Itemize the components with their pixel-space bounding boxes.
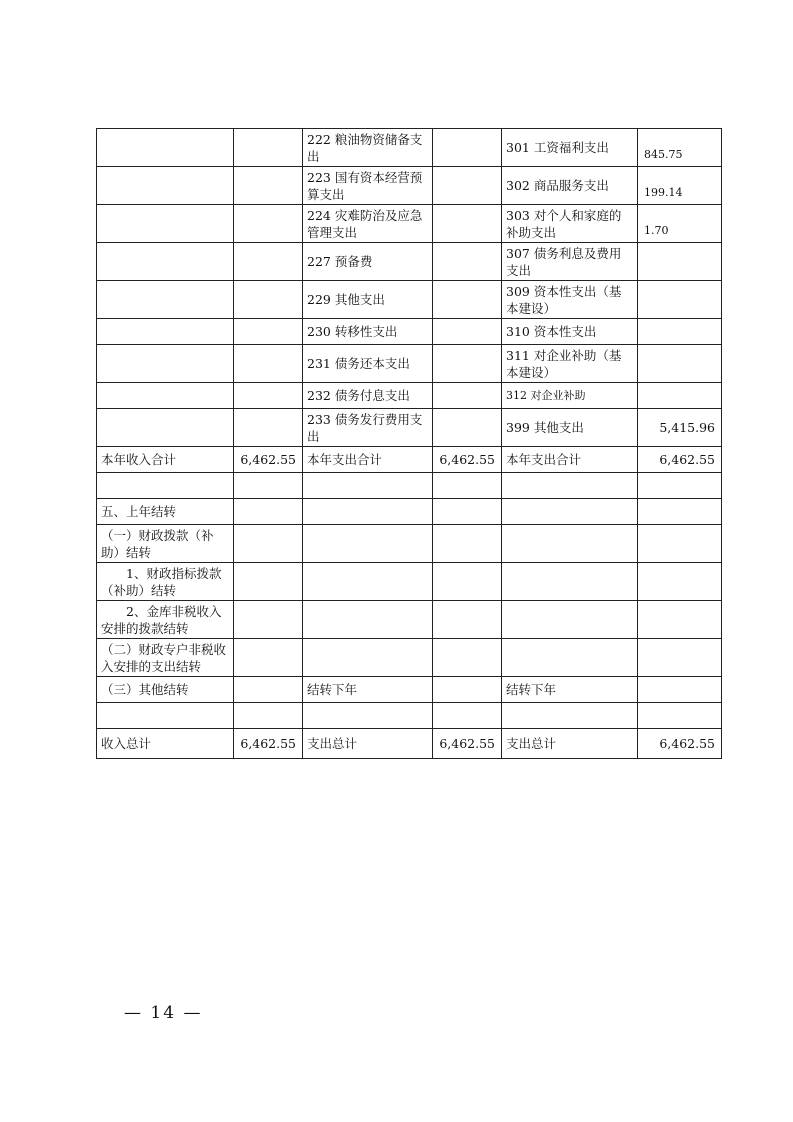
table-cell: 222 粮油物资储备支出 [303,129,433,167]
table-cell: 301 工资福利支出 [502,129,638,167]
table-row [97,525,722,563]
table-cell [97,167,234,205]
table-cell: 6,462.55 [638,447,722,473]
table-row [97,167,722,205]
table-cell [433,677,502,703]
table-cell [234,383,303,409]
table-cell: 6,462.55 [433,729,502,759]
table-cell: 本年支出合计 [502,447,638,473]
table-cell [638,243,722,281]
table-cell: （三）其他结转 [97,677,234,703]
table-cell: 支出总计 [303,729,433,759]
table-cell [433,345,502,383]
table-cell [433,563,502,601]
table-cell [234,281,303,319]
table-cell: 支出总计 [502,729,638,759]
table-cell: 845.75 [638,129,722,167]
table-row [97,281,722,319]
table-cell [433,601,502,639]
table-cell [502,473,638,499]
table-cell: 6,462.55 [234,447,303,473]
table-cell [303,703,433,729]
table-row [97,703,722,729]
table-cell: 310 资本性支出 [502,319,638,345]
table-cell [303,601,433,639]
table-cell [433,703,502,729]
table-row [97,729,722,759]
table-cell [502,703,638,729]
table-row [97,563,722,601]
table-cell [433,205,502,243]
table-cell [502,525,638,563]
table-cell: 231 债务还本支出 [303,345,433,383]
table-cell: 312 对企业补助 [502,383,638,409]
table-cell [97,243,234,281]
table-cell [234,129,303,167]
table-cell [234,639,303,677]
table-cell [303,563,433,601]
table-cell [234,473,303,499]
table-cell [97,383,234,409]
table-cell [97,703,234,729]
table-cell [638,319,722,345]
table-cell [234,345,303,383]
table-cell [433,409,502,447]
table-cell: 311 对企业补助（基本建设） [502,345,638,383]
table-cell [234,243,303,281]
table-cell: 233 债务发行费用支出 [303,409,433,447]
table-cell [303,639,433,677]
table-cell [97,205,234,243]
table-cell [97,345,234,383]
table-cell: 1.70 [638,205,722,243]
table-cell: 227 预备费 [303,243,433,281]
table-cell [433,167,502,205]
table-cell: 224 灾难防治及应急管理支出 [303,205,433,243]
table-cell [638,345,722,383]
table-cell [638,473,722,499]
table-cell: （二）财政专户非税收入安排的支出结转 [97,639,234,677]
table-cell [433,281,502,319]
table-cell: 309 资本性支出（基本建设） [502,281,638,319]
table-cell: 303 对个人和家庭的补助支出 [502,205,638,243]
table-cell: 五、上年结转 [97,499,234,525]
table-cell [638,281,722,319]
table-row [97,383,722,409]
table-cell [303,525,433,563]
table-cell: 307 债务利息及费用支出 [502,243,638,281]
table-cell [638,703,722,729]
table-row [97,639,722,677]
table-cell [97,473,234,499]
table-row [97,205,722,243]
budget-table [96,128,722,759]
table-cell [97,281,234,319]
table-cell [433,525,502,563]
table-cell: 5,415.96 [638,409,722,447]
table-cell [502,499,638,525]
table-cell: 收入总计 [97,729,234,759]
table-cell [234,499,303,525]
table-cell [97,319,234,345]
table-row [97,447,722,473]
table-cell [303,499,433,525]
table-cell [638,639,722,677]
table-cell [234,205,303,243]
table-row [97,601,722,639]
table-cell [638,383,722,409]
table-cell: 6,462.55 [433,447,502,473]
table-cell [502,601,638,639]
table-cell: 6,462.55 [234,729,303,759]
table-cell [502,563,638,601]
table-cell: 229 其他支出 [303,281,433,319]
table-cell: 1、财政指标拨款（补助）结转 [97,563,234,601]
table-cell [97,409,234,447]
table-cell [638,499,722,525]
table-row [97,129,722,167]
table-cell [502,639,638,677]
table-cell: 2、金库非税收入安排的拨款结转 [97,601,234,639]
table-cell: 6,462.55 [638,729,722,759]
table-row [97,319,722,345]
table-row [97,345,722,383]
table-cell: （一）财政拨款（补助）结转 [97,525,234,563]
table-cell [234,703,303,729]
table-cell [433,383,502,409]
table-row [97,243,722,281]
table-cell [234,677,303,703]
table-cell: 199.14 [638,167,722,205]
table-cell: 232 债务付息支出 [303,383,433,409]
table-cell [638,563,722,601]
table-cell: 230 转移性支出 [303,319,433,345]
table-row [97,499,722,525]
table-row [97,409,722,447]
table-cell: 223 国有资本经营预算支出 [303,167,433,205]
table-cell [433,473,502,499]
table-cell: 结转下年 [502,677,638,703]
table-cell: 本年支出合计 [303,447,433,473]
table-cell [234,409,303,447]
table-cell [433,319,502,345]
table-cell [638,601,722,639]
table-cell [433,639,502,677]
table-cell [638,677,722,703]
page-number: — 14 — [124,1003,203,1023]
table-cell [433,243,502,281]
table-cell: 399 其他支出 [502,409,638,447]
table-cell: 结转下年 [303,677,433,703]
table-cell [433,129,502,167]
table-cell [303,473,433,499]
table-cell [234,563,303,601]
table-cell [97,129,234,167]
table-cell [433,499,502,525]
table-cell: 本年收入合计 [97,447,234,473]
table-row [97,677,722,703]
table-cell [234,525,303,563]
table-cell [234,167,303,205]
table-cell [638,525,722,563]
table-row [97,473,722,499]
table-cell: 302 商品服务支出 [502,167,638,205]
table-cell [234,601,303,639]
table-cell [234,319,303,345]
